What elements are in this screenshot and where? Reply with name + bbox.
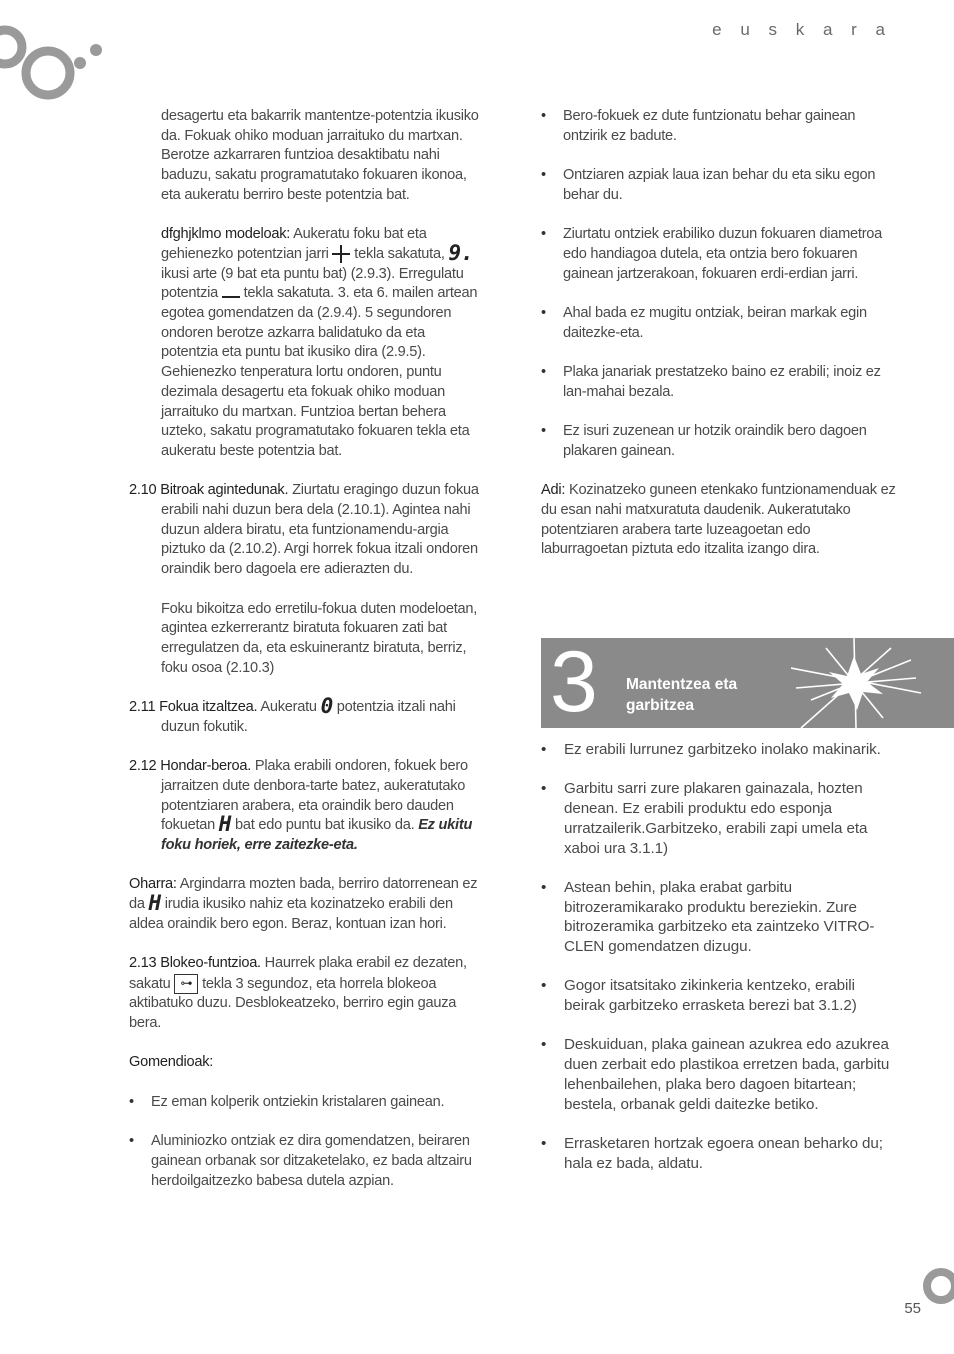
recommendations-title: Gomendioak:: [129, 1054, 214, 1071]
list-item: [541, 304, 897, 343]
bullet-icon: •: [541, 108, 546, 124]
maintenance-column: [541, 740, 897, 1193]
bullet-icon: •: [541, 423, 546, 440]
adi-text: Kozinatzeko guneen etenkako funtzionamenduak ez du esan nahi matxuratuta daudenik. Aukeratutako potentziaren arabera tarte luzeagoetan edo laburragoetan piztuta edo itzalita izango dira.: [541, 482, 896, 558]
display-nine-symbol: 9.: [448, 240, 474, 265]
language-label: e u s k a r a: [712, 20, 892, 39]
usage-list: [541, 107, 897, 462]
list-item-text: Ahal bada ez mugitu ontziak, beiran markak egin daitezke-eta.: [563, 304, 867, 341]
section-2-12: [129, 757, 481, 856]
list-item: [541, 976, 897, 1015]
paragraph-models: [161, 225, 481, 461]
bullet-icon: •: [541, 1036, 547, 1054]
section-2-10: [129, 481, 481, 580]
models-text-3: ikusi arte (9 bat eta puntu bat) (2.9.3). Erregulatu potentzia: [161, 265, 464, 302]
list-item-text: Ez eman kolperik ontziekin kristalaren gainean.: [151, 1093, 445, 1110]
paragraph-intro: desagertu eta bakarrik mantentze-potentzia ikusiko da. Fokuak ohiko moduan jarraituko du martxan. Berotze azkarraren funtzioa desaktibatu nahi baduzu, sakatu programatutako fokuaren ikonoa, eta aukeratu berriro beste potentzia bat.: [161, 108, 479, 203]
display-h-symbol-note: H: [148, 891, 161, 916]
logo-dot: [90, 44, 102, 56]
section-2-12-text-2: bat edo puntu bat ikusiko da.: [231, 817, 419, 834]
logo-circle-large: [0, 30, 22, 64]
bullet-icon: •: [541, 977, 547, 995]
bullet-icon: •: [129, 1093, 134, 1110]
brand-logo-circles: [0, 25, 110, 105]
list-item: [541, 422, 897, 461]
list-item: [129, 1093, 481, 1113]
bullet-icon: •: [541, 167, 546, 184]
list-item-text: Gogor itsatsitako zikinkeria kentzeko, erabili beirak garbitzeko errasketa berezi bat 3.1.2): [564, 977, 857, 1015]
lock-key-icon: ⊶: [174, 974, 198, 994]
bullet-icon: •: [129, 1133, 134, 1150]
minus-key-icon: [222, 288, 240, 298]
list-item: [541, 1134, 897, 1173]
list-item: [541, 225, 897, 284]
section-title-line-2: garbitzea: [626, 697, 695, 714]
adi-lead: Adi:: [541, 482, 566, 499]
logo-circle-small: [74, 57, 86, 69]
list-item: [541, 363, 897, 402]
right-column: [541, 107, 897, 580]
section-title-line-1: Mantentzea eta: [626, 676, 738, 693]
display-zero-symbol: 0: [320, 694, 333, 719]
bullet-icon: •: [541, 304, 546, 321]
section-number: 3: [550, 638, 598, 728]
sparkle-icon: [791, 638, 931, 728]
section-2-12-lead: 2.12 Hondar-beroa.: [129, 758, 252, 775]
list-item-text: Aluminiozko ontziak ez dira gomendatzen, beiraren gainean orbanak sor ditzaketelako, ez bada altzairu herdoilgaitzezko babesa dutela azpian.: [151, 1133, 472, 1189]
bullet-icon: •: [541, 1134, 547, 1152]
section-2-13: [129, 954, 481, 1034]
paragraph-adi: [541, 481, 897, 560]
left-column: [129, 107, 481, 1211]
plus-key-icon: [332, 245, 350, 263]
list-item-text: Garbitu sarri zure plakaren gainazala, hozten denean. Ez erabili produktu edo esponja urratzailerik.Garbitzeko, erabili zapi umela eta xaboi ura 3.1.1): [564, 780, 868, 857]
section-3-banner: [541, 638, 954, 728]
list-item: [541, 166, 897, 205]
list-item: [541, 107, 897, 146]
burn-warning: Ez ukitu foku horiek, erre zaitezke-eta.: [161, 817, 473, 853]
paragraph-oharra: [129, 875, 481, 934]
section-2-13-text-2: tekla 3 segundoz, eta horrela blokeoa aktibatuko duzu. Desblokeatzeko, berriro egin gauza bera.: [129, 975, 457, 1032]
models-text-2: tekla sakatuta,: [350, 245, 449, 262]
section-2-11-lead: 2.11 Fokua itzaltzea.: [129, 699, 258, 716]
list-item: [541, 1035, 897, 1114]
section-title: [626, 674, 737, 716]
list-item: [541, 878, 897, 957]
list-item-text: Ziurtatu ontziek erabiliko duzun fokuaren diametroa edo handiagoa dutela, eta ontzia bero fokuaren gainean jartzerakoan, fokuaren erdi-erdian jarri.: [563, 226, 883, 282]
logo-circle-medium: [26, 51, 70, 95]
section-2-10-lead: 2.10 Bitroak agintedunak.: [129, 482, 289, 499]
list-item-text: Ez erabili lurrunez garbitzeko inolako makinarik.: [564, 741, 881, 758]
list-item: [129, 1132, 481, 1191]
section-2-13-lead: 2.13 Blokeo-funtzioa.: [129, 955, 261, 972]
bullet-icon: •: [541, 878, 547, 896]
section-2-11-text-1: Aukeratu: [257, 699, 321, 716]
section-2-11-text-2: potentzia itzali nahi duzun fokutik.: [161, 699, 456, 735]
list-item-text: Astean behin, plaka erabat garbitu bitrozeramikarako produktu bereziekin. Zure bitrozeramika garbitzeko eta zaintzeko VITRO-CLEN gomendatzen dizugu.: [564, 878, 875, 955]
section-2-11: [129, 694, 481, 737]
recommendations-list: [129, 1093, 481, 1192]
corner-circle-decoration: [920, 1266, 954, 1306]
models-lead: dfghjklmo modeloak:: [161, 226, 291, 243]
oharra-lead: Oharra:: [129, 876, 177, 893]
maintenance-list: [541, 740, 897, 1173]
bullet-icon: •: [541, 741, 547, 758]
bullet-icon: •: [541, 226, 546, 243]
models-text-4: tekla sakatuta. 3. eta 6. mailen artean egotea gomendatzen da (2.9.4). 5 segundoren ondoren berotze azkarra balidatuko da eta potentzia eta puntu bat ikusiko dira (2.9.5). Gehienezko tenperatura lortu ondoren, puntu dezimala desagertu eta fokuak ohiko moduan jarraituko du martxan. Funtzioa bertan behera uzteko, sakatu programatutako fokuaren tekla eta aukeratu beste potentzia bat.: [161, 285, 478, 459]
oharra-text-1: Argindarra mozten bada, berriro datorrenean ez da: [129, 876, 478, 913]
list-item-text: Deskuiduan, plaka gainean azukrea edo azukrea duen zerbait edo plastikoa erretzen bada, garbitu lehenbailehen, plaka bero dagoen bitartean; bestela, orbanak geldi daitezke betiko.: [564, 1036, 890, 1113]
list-item-text: Bero-fokuek ez dute funtzionatu behar gainean ontzirik ez badute.: [563, 108, 856, 144]
section-2-12-text-1: Plaka erabili ondoren, fokuek bero jarraitzen dute denbora-tarte batez, aukeratutako potentziaren arabera, eta oraindik bero dauden fokuetan: [161, 758, 468, 834]
section-2-10-text: Ziurtatu eragingo duzun fokua erabili nahi duzun bera dela (2.10.1). Agintea nahi duzun aldera biratu, eta funtzionamendu-argia piztuko da (2.10.2). Argi horrek fokua itzali ondoren oraindik bero dagoela ere adierazten du.: [161, 482, 479, 578]
bullet-icon: •: [541, 364, 546, 381]
oharra-text-2: irudia ikusiko nahiz eta kozinatzeko erabili den aldea oraindik bero egon. Beraz, kontuan izan hori.: [129, 896, 453, 932]
bullet-icon: •: [541, 780, 547, 798]
list-item: [541, 779, 897, 858]
section-2-13-text-1: Haurrek plaka erabil ez dezaten, sakatu: [129, 955, 467, 992]
list-item-text: Errasketaren hortzak egoera onean beharko du; hala ez bada, aldatu.: [564, 1134, 883, 1172]
list-item: [541, 740, 897, 760]
list-item-text: Ontziaren azpiak laua izan behar du eta siku egon behar du.: [563, 167, 876, 203]
display-h-symbol: H: [218, 812, 232, 837]
paragraph-dual-zone: Foku bikoitza edo erretilu-fokua duten modeloetan, agintea ezkerrerantz biratuta fokuaren zati bat erregulatzen da, eta eskuinerantz biratuta, berriz, foku osoa (2.10.3): [161, 600, 478, 676]
models-text-1: Aukeratu foku bat eta gehienezko potentzian jarri: [161, 226, 427, 262]
page-number: 55: [904, 1300, 921, 1317]
list-item-text: Plaka janariak prestatzeko baino ez erabili; inoiz ez lan-mahai bezala.: [563, 364, 881, 400]
list-item-text: Ez isuri zuzenean ur hotzik oraindik bero dagoen plakaren gainean.: [563, 423, 867, 459]
